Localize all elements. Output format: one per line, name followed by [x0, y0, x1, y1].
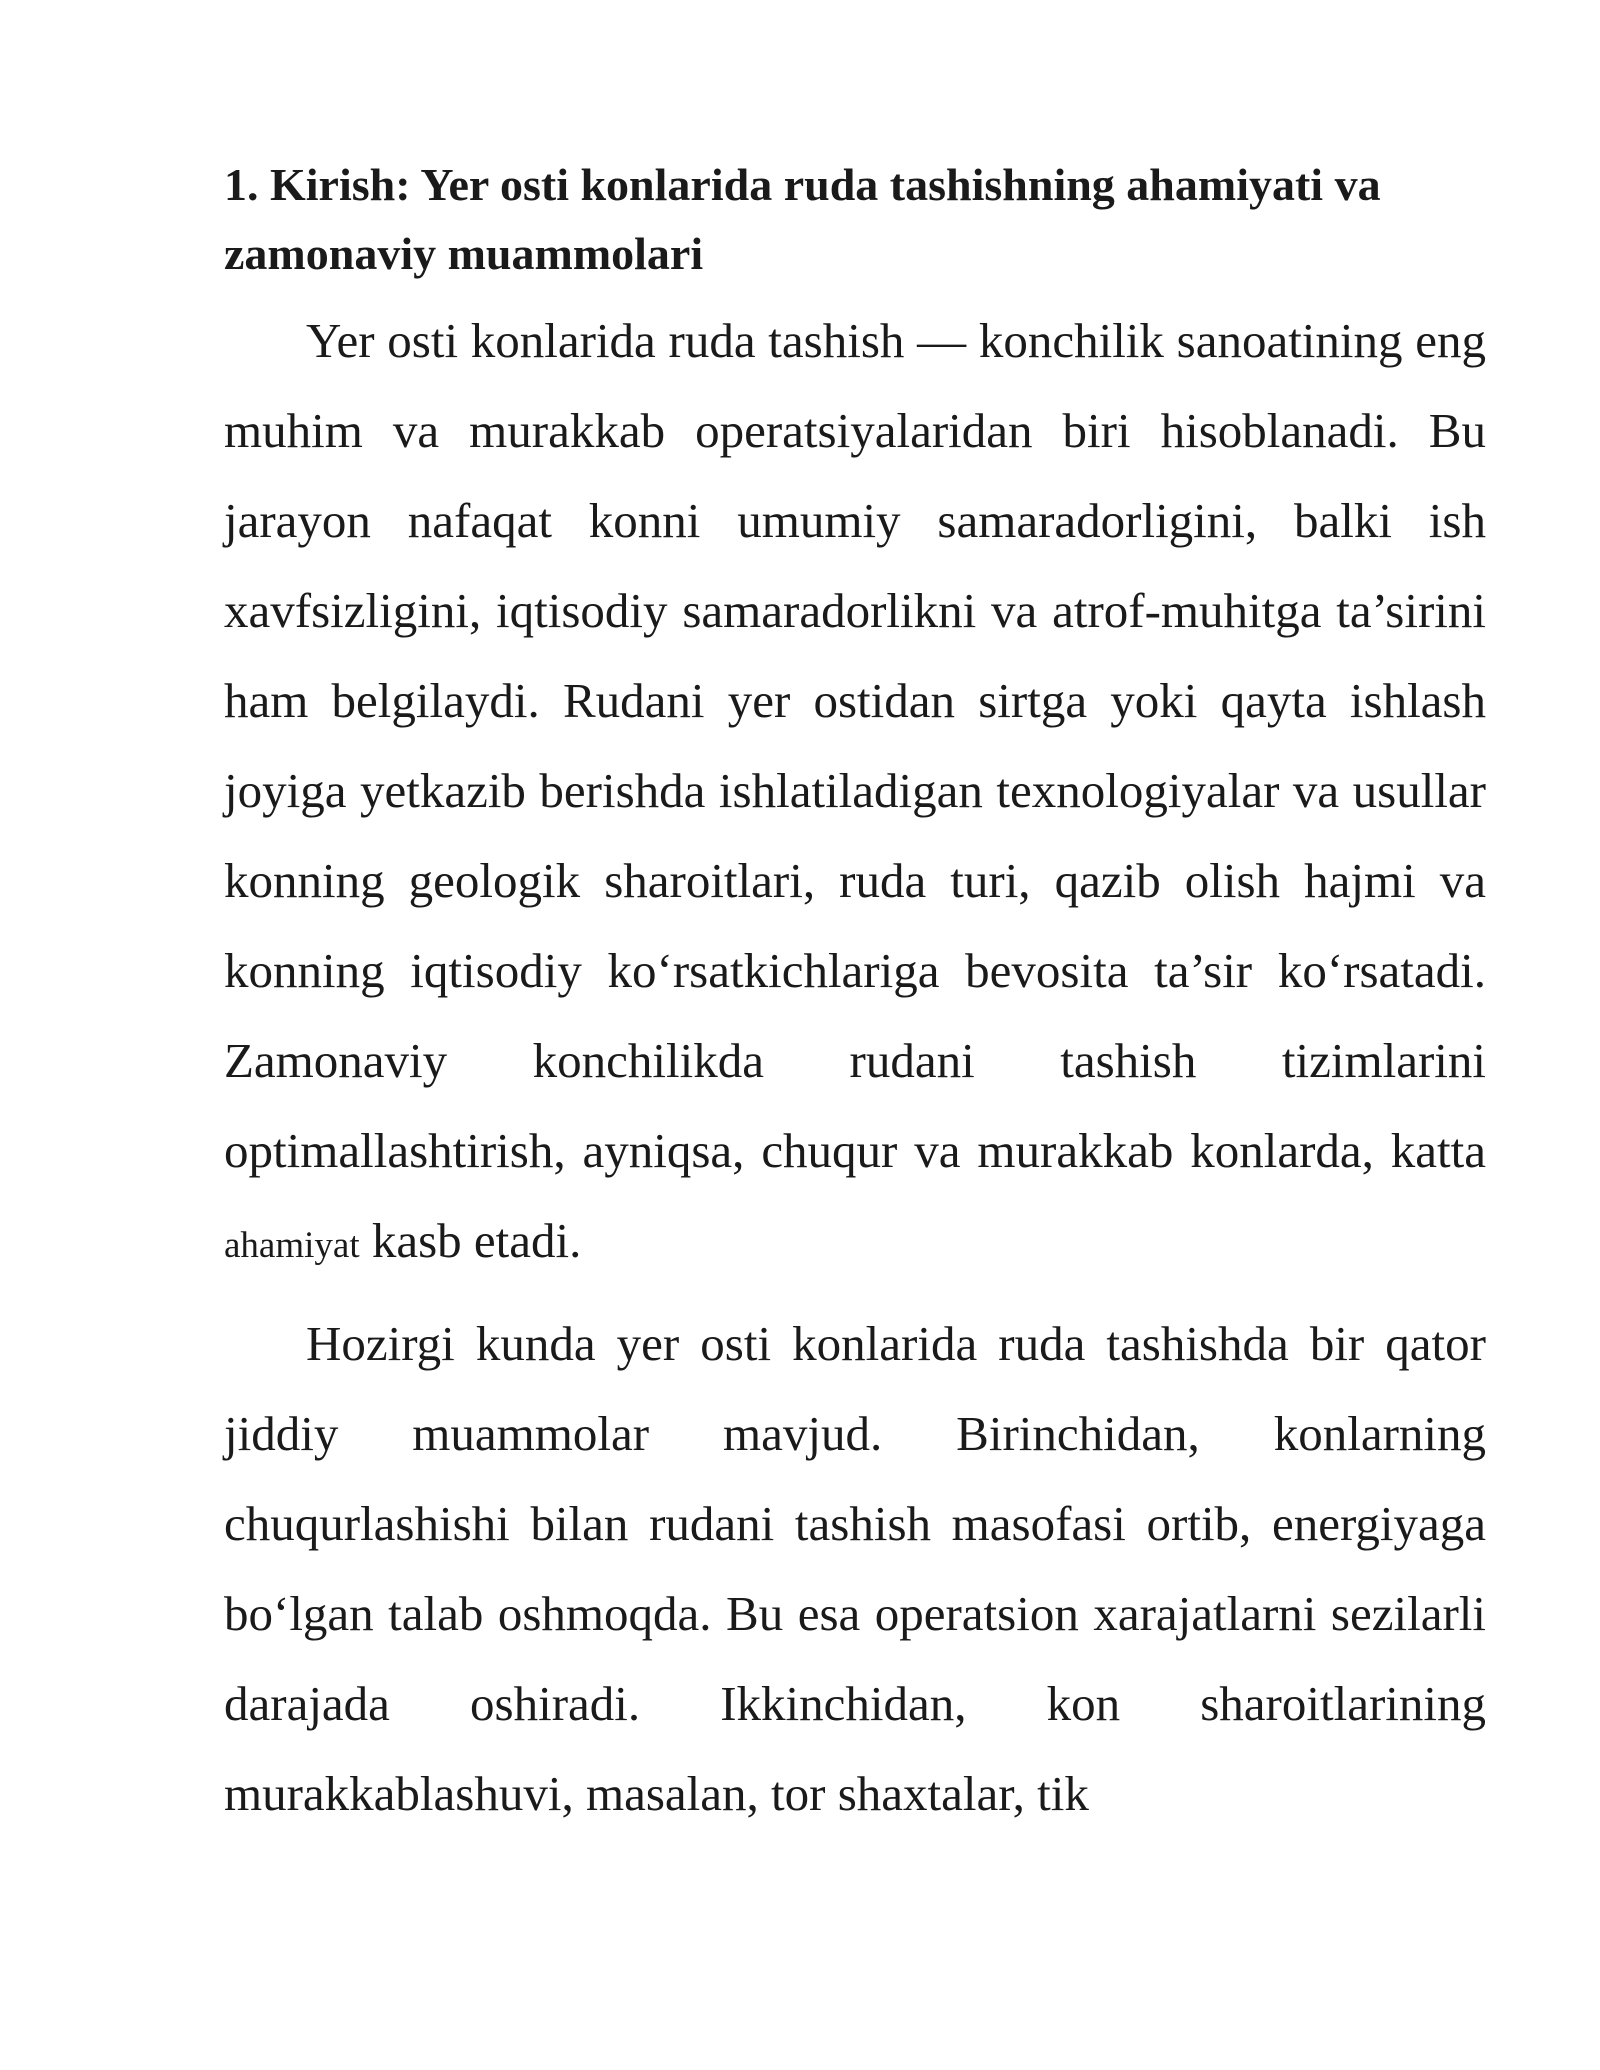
paragraph-1 — [224, 296, 1486, 1291]
section-heading: 1. Kirish: Yer osti konlarida ruda tashishning ahamiyati va zamonaviy muammolari — [224, 159, 1381, 279]
paragraph-1-text: Yer osti konlarida ruda tashish — konchilik sanoatining eng muhim va murakkab operatsiyalaridan biri hisoblanadi. Bu jarayon nafaqat konni umumiy samaradorligini, balki ish xavfsizligini, iqtisodiy samaradorlikni va atrof-muhitga ta’sirini ham belgilaydi. Rudani yer ostidan sirtga yoki qayta ishlash joyiga yetkazib berishda ishlatiladigan texnologiyalar va usullar konning geologik sharoitlari, ruda turi, qazib olish hajmi va konning iqtisodiy ko‘rsatkichlariga bevosita ta’sir ko‘rsatadi. Zamonaviy konchilikda rudani tashish tizimlarini optimallashtirish, ayniqsa, chuqur va murakkab konlarda, katta — [224, 313, 1486, 1178]
paragraph-1-small-word: ahamiyat — [224, 1225, 360, 1266]
paragraph-1-ending: kasb etadi. — [371, 1213, 582, 1268]
document-page — [224, 150, 1486, 1847]
paragraph-2: Hozirgi kunda yer osti konlarida ruda tashishda bir qator jiddiy muammolar mavjud. Birinchidan, konlarning chuqurlashishi bilan rudani tashish masofasi ortib, energiyaga bo‘lgan talab oshmoqda. Bu esa operatsion xarajatlarni sezilarli darajada oshiradi. Ikkinchidan, kon sharoitlarining murakkablashuvi, masalan, tor shaxtalar, tik — [224, 1316, 1486, 1821]
